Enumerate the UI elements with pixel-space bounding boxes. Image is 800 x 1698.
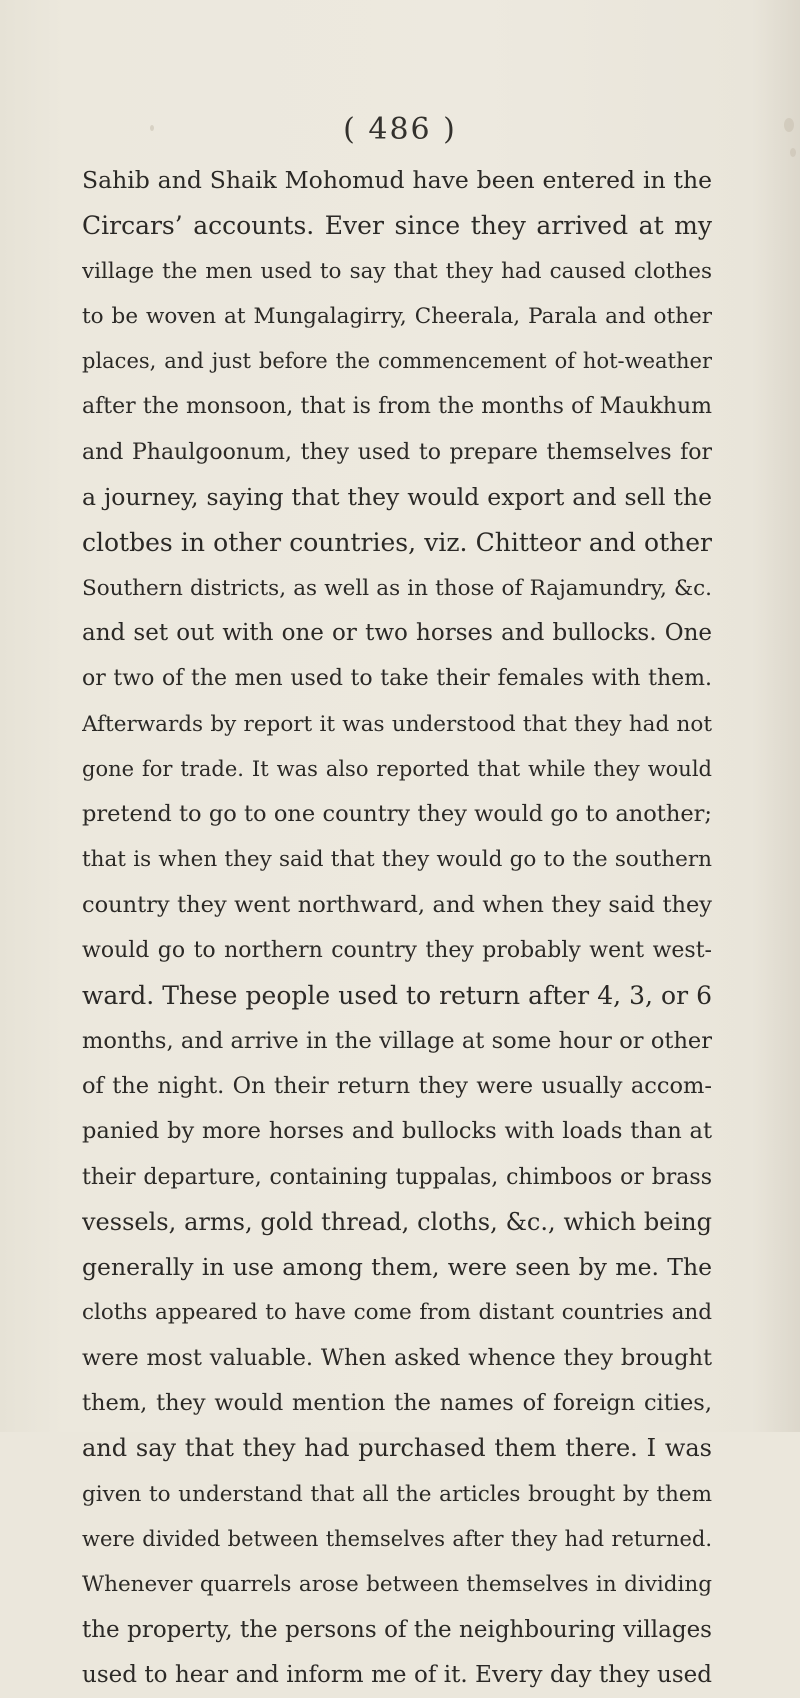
text-line: and set out with one or two horses and bullocks. One [82, 619, 712, 646]
page-number: ( 486 ) [343, 112, 457, 147]
text-line: Circars’ accounts. Ever since they arrived at my [82, 211, 712, 241]
text-line: a journey, saying that they would export and sell the [82, 483, 712, 512]
text-line: or two of the men used to take their females with them. [82, 666, 712, 692]
text-line: cloths appeared to have come from distant countries and [82, 1300, 712, 1326]
text-line: panied by more horses and bullocks with loads than at [82, 1118, 712, 1145]
text-line: given to understand that all the articles brought by them [82, 1481, 712, 1507]
text-line: clotbes in other countries, viz. Chitteor and other [82, 528, 712, 558]
text-line: of the night. On their return they were usually accom- [82, 1072, 712, 1099]
text-line: pretend to go to one country they would go to another; [82, 801, 712, 828]
text-line: their departure, containing tuppalas, chimboos or brass [82, 1164, 712, 1190]
text-line: and say that they had purchased them there. I was [82, 1434, 712, 1463]
text-line: months, and arrive in the village at some hour or other [82, 1027, 712, 1054]
text-line: Whenever quarrels arose between themselves in dividing [82, 1572, 712, 1598]
text-line: that is when they said that they would go to the southern [82, 847, 712, 873]
text-line: used to hear and inform me of it. Every day they used [82, 1661, 712, 1688]
text-line: gone for trade. It was also reported that while they would [82, 756, 712, 781]
text-line: vessels, arms, gold thread, cloths, &c., which being [82, 1207, 712, 1236]
text-line: after the monsoon, that is from the months of Maukhum [82, 394, 712, 420]
text-line: places, and just before the commencement of hot-weather [82, 349, 712, 374]
text-line: and Phaulgoonum, they used to prepare themselves for [82, 439, 712, 465]
body-text [82, 158, 712, 1698]
text-line: Afterwards by report it was understood that they had not [82, 711, 712, 737]
text-line: ward. These people used to return after 4, 3, or 6 [82, 981, 712, 1011]
text-line: Sahib and Shaik Mohomud have been entered in the [82, 166, 712, 194]
text-line: to be woven at Mungalagirry, Cheerala, Parala and other [82, 303, 712, 329]
text-line: the property, the persons of the neighbouring villages [82, 1616, 712, 1643]
text-line: would go to northern country they probably went west- [82, 938, 712, 964]
text-line: village the men used to say that they had caused clothes [82, 258, 712, 284]
paper-speck [790, 148, 796, 157]
text-line: were divided between themselves after they had returned. [82, 1526, 712, 1551]
text-line: generally in use among them, were seen by me. The [82, 1253, 712, 1282]
text-line: Southern districts, as well as in those of Rajamundry, &c. [82, 575, 712, 601]
text-line: country they went northward, and when they said they [82, 891, 712, 918]
text-line: were most valuable. When asked whence they brought [82, 1344, 712, 1371]
text-line: them, they would mention the names of foreign cities, [82, 1390, 712, 1417]
